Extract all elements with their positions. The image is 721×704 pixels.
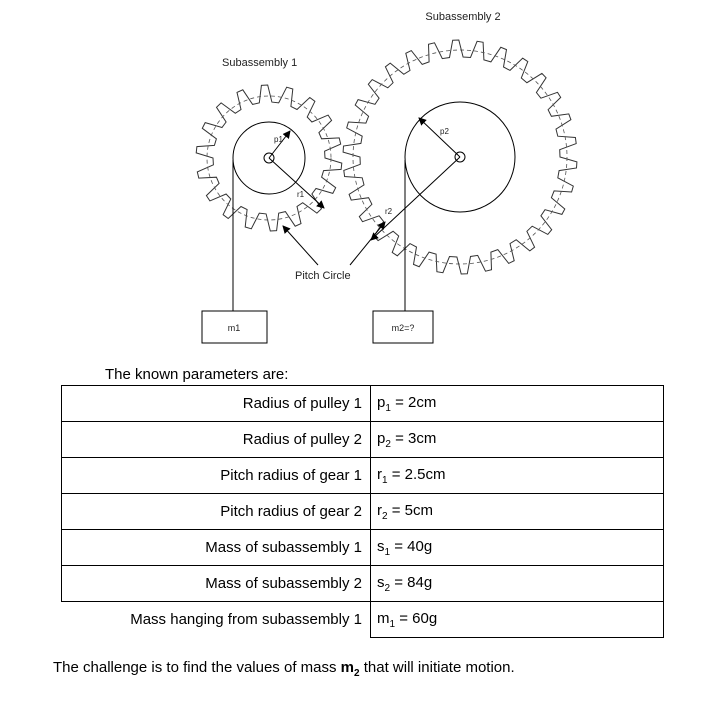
challenge-suffix: that will initiate motion. [359, 659, 515, 676]
parameter-label: Mass hanging from subassembly 1 [62, 602, 371, 638]
table-row [62, 386, 664, 422]
table-row [62, 422, 664, 458]
parameter-value: $m_1 = 60g$ [371, 602, 664, 638]
parameter-label: Radius of pulley 1 [62, 386, 371, 422]
parameter-label: Radius of pulley 2 [62, 422, 371, 458]
r1-arrow [269, 158, 324, 208]
parameter-value: $p_1 = 2cm$ [371, 386, 664, 422]
p2-label: p2 [440, 127, 449, 136]
table-row [62, 602, 664, 638]
table-row [62, 458, 664, 494]
parameter-value: $r_1 = 2.5cm$ [371, 458, 664, 494]
pitch-circle-arrow-2 [350, 222, 385, 265]
pitch-circle-arrow-1 [283, 226, 318, 265]
subassembly-2-label: Subassembly 2 [425, 11, 501, 23]
parameter-value: $s_1 = 40g$ [371, 530, 664, 566]
mass-2-label: m2=? [391, 323, 415, 333]
challenge-mass-symbol: $m_2$ [340, 659, 360, 679]
table-row [62, 566, 664, 602]
table-row [62, 494, 664, 530]
parameter-label: Pitch radius of gear 2 [62, 494, 371, 530]
intro-text: The known parameters are: [105, 366, 289, 383]
p2-arrow [419, 118, 460, 157]
challenge-prefix: The challenge is to find the values of mass [53, 659, 341, 676]
parameter-label: Pitch radius of gear 1 [62, 458, 371, 494]
parameter-value: $r_2 = 5cm$ [371, 494, 664, 530]
r2-arrow [371, 157, 460, 240]
pitch-circle-label: Pitch Circle [295, 270, 351, 282]
subassembly-1-label: Subassembly 1 [222, 57, 298, 69]
mass-1-label: m1 [227, 323, 241, 333]
parameter-value: $p_2 = 3cm$ [371, 422, 664, 458]
p1-label: p1 [274, 135, 283, 144]
parameters-table [61, 385, 664, 638]
r1-label: r1 [297, 190, 305, 199]
table-row [62, 530, 664, 566]
parameter-label: Mass of subassembly 2 [62, 566, 371, 602]
challenge-text [53, 659, 515, 679]
parameter-label: Mass of subassembly 1 [62, 530, 371, 566]
parameter-value: $s_2 = 84g$ [371, 566, 664, 602]
r2-label: r2 [385, 207, 393, 216]
